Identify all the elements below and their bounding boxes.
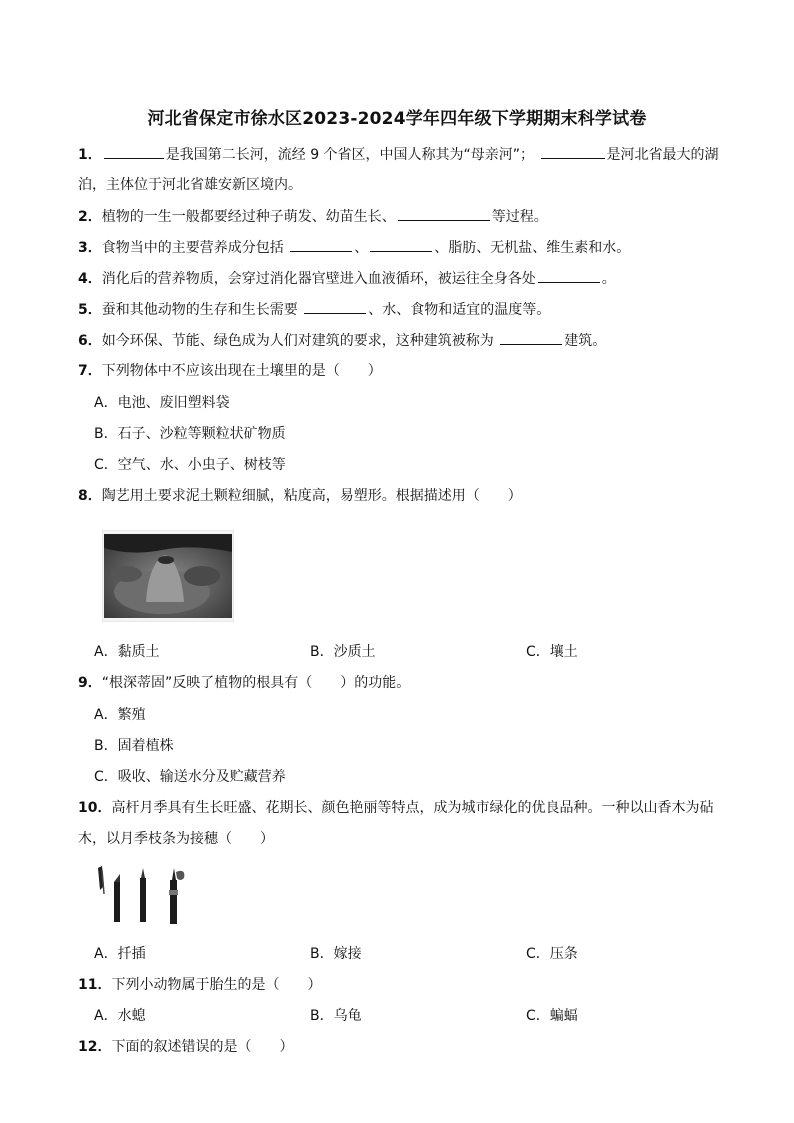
question-10-cont: 木，以月季枝条为接穗（ ） [78, 831, 274, 847]
question-8: 8．陶艺用土要求泥土颗粒细腻，粘度高，易塑形。根据描述用（ ） [78, 488, 522, 504]
question-7: 7．下列物体中不应该出现在土壤里的是（ ） [78, 363, 382, 379]
answer-blank[interactable] [398, 206, 490, 221]
option-a[interactable]: A．水螅 [94, 1008, 146, 1024]
question-3: 3．食物当中的主要营养成分包括 、 、脂肪、无机盐、维生素和水。 [78, 237, 738, 258]
option-b[interactable]: B．乌龟 [310, 1008, 362, 1024]
page-title: 河北省保定市徐水区2023-2024学年四年级下学期期末科学试卷 [147, 109, 647, 129]
option-a[interactable]: A．扦插 [94, 946, 146, 962]
question-10: 10．高杆月季具有生长旺盛、花期长、颜色艳丽等特点，成为城市绿化的优良品种。一种以山香木为砧 [78, 800, 714, 816]
answer-blank[interactable] [370, 237, 432, 252]
answer-blank[interactable] [500, 330, 562, 345]
grafting-steps-figure [94, 864, 194, 928]
question-5: 5．蚕和其他动物的生存和生长需要 、水、食物和适宜的温度等。 [78, 299, 738, 320]
question-4: 4．消化后的营养物质，会穿过消化器官壁进入血液循环，被运往全身各处 。 [78, 268, 738, 289]
option-c[interactable]: C．空气、水、小虫子、树枝等 [94, 457, 286, 473]
option-c[interactable]: C．蝙蝠 [526, 1008, 578, 1024]
option-b[interactable]: B．固着植株 [94, 738, 174, 754]
pottery-clay-photo [102, 530, 234, 622]
answer-blank[interactable] [304, 299, 366, 314]
question-1-cont: 泊，主体位于河北省雄安新区境内。 [78, 177, 302, 193]
answer-blank[interactable] [538, 268, 600, 283]
option-b[interactable]: B．嫁接 [310, 946, 362, 962]
answer-blank[interactable] [104, 144, 164, 159]
answer-blank[interactable] [541, 144, 605, 159]
option-c[interactable]: C．壤土 [526, 644, 578, 660]
question-9: 9．“根深蒂固”反映了植物的根具有（ ）的功能。 [78, 675, 411, 691]
question-number: 1． [78, 147, 102, 163]
answer-blank[interactable] [290, 237, 352, 252]
question-6: 6．如今环保、节能、绿色成为人们对建筑的要求，这种建筑被称为 建筑。 [78, 330, 738, 351]
option-b[interactable]: B．石子、沙粒等颗粒状矿物质 [94, 426, 286, 442]
option-b[interactable]: B．沙质土 [310, 644, 376, 660]
option-a[interactable]: A．黏质土 [94, 644, 160, 660]
question-1: 1． 是我国第二长河，流经 9 个省区，中国人称其为“母亲河”； 是河北省最大的湖 [78, 144, 738, 165]
option-c[interactable]: C．压条 [526, 946, 578, 962]
question-11: 11．下列小动物属于胎生的是（ ） [78, 977, 322, 993]
option-a[interactable]: A．电池、废旧塑料袋 [94, 395, 230, 411]
option-a[interactable]: A．繁殖 [94, 707, 146, 723]
question-2: 2．植物的一生一般都要经过种子萌发、幼苗生长、 等过程。 [78, 206, 738, 227]
option-c[interactable]: C．吸收、输送水分及贮藏营养 [94, 769, 286, 785]
question-12: 12．下面的叙述错误的是（ ） [78, 1039, 294, 1055]
